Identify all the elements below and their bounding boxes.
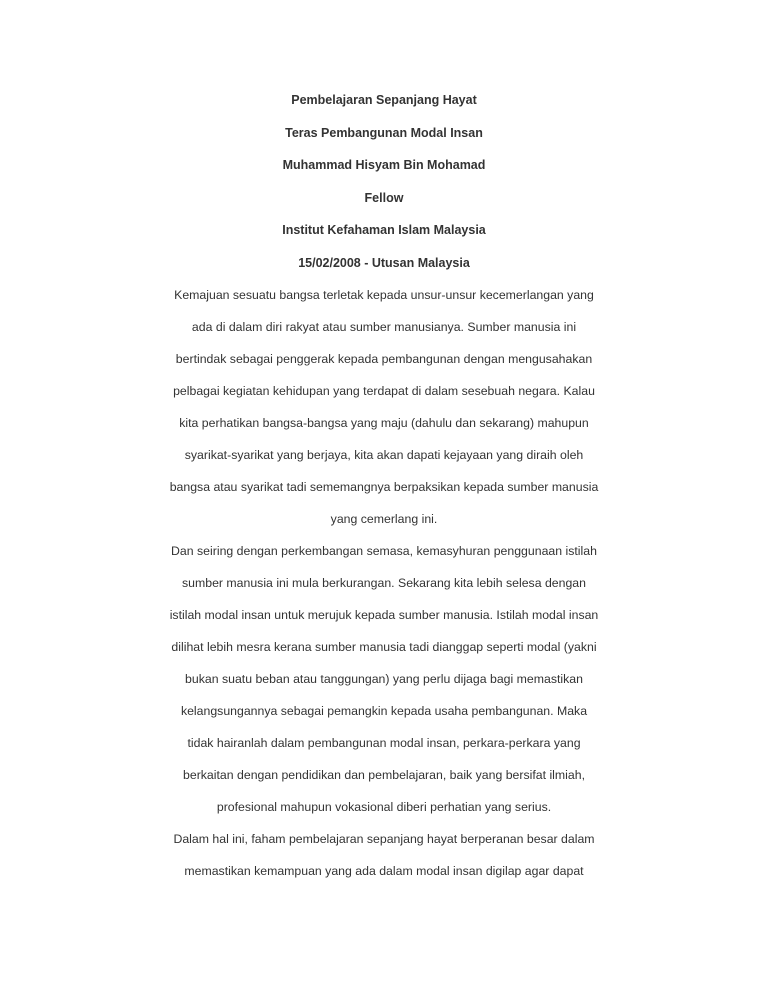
body-line: Kemajuan sesuatu bangsa terletak kepada unsur-unsur kecemerlangan yang <box>174 288 594 302</box>
body-line: berkaitan dengan pendidikan dan pembelajaran, baik yang bersifat ilmiah, <box>183 768 585 782</box>
body-line: Dalam hal ini, faham pembelajaran sepanjang hayat berperanan besar dalam <box>173 832 595 846</box>
body-line: pelbagai kegiatan kehidupan yang terdapat di dalam sesebuah negara. Kalau <box>173 384 595 398</box>
body-line: ada di dalam diri rakyat atau sumber manusianya. Sumber manusia ini <box>191 320 577 334</box>
body-line: dilihat lebih mesra kerana sumber manusia tadi dianggap seperti modal (yakni <box>171 640 597 654</box>
body-line: istilah modal insan untuk merujuk kepada sumber manusia. Istilah modal insan <box>169 608 599 622</box>
body-line: profesional mahupun vokasional diberi perhatian yang serius. <box>216 800 552 814</box>
body-line: kita perhatikan bangsa-bangsa yang maju (dahulu dan sekarang) mahupun <box>179 416 589 430</box>
publication-date-source: 15/02/2008 - Utusan Malaysia <box>298 255 470 270</box>
article-subtitle: Teras Pembangunan Modal Insan <box>285 125 483 140</box>
body-line: syarikat-syarikat yang berjaya, kita akan dapati kejayaan yang diraih oleh <box>184 448 584 462</box>
body-line: kelangsungannya sebagai pemangkin kepada usaha pembangunan. Maka <box>180 704 588 718</box>
author-institution: Institut Kefahaman Islam Malaysia <box>282 223 486 237</box>
author-position: Fellow <box>364 190 404 205</box>
body-line: Dan seiring dengan perkembangan semasa, kemasyhuran penggunaan istilah <box>171 544 597 558</box>
body-line: memastikan kemampuan yang ada dalam modal insan digilap agar dapat <box>184 864 584 878</box>
body-line: yang cemerlang ini. <box>330 512 438 526</box>
article-title: Pembelajaran Sepanjang Hayat <box>291 93 477 107</box>
author-name: Muhammad Hisyam Bin Mohamad <box>282 158 486 172</box>
body-line: tidak hairanlah dalam pembangunan modal insan, perkara-perkara yang <box>187 736 581 750</box>
body-line: sumber manusia ini mula berkurangan. Sekarang kita lebih selesa dengan <box>182 576 586 590</box>
body-line: bukan suatu beban atau tanggungan) yang perlu dijaga bagi memastikan <box>185 672 583 686</box>
body-line: bangsa atau syarikat tadi sememangnya berpaksikan kepada sumber manusia <box>169 480 599 494</box>
document-text <box>150 90 618 893</box>
body-line: bertindak sebagai penggerak kepada pembangunan dengan mengusahakan <box>175 352 593 366</box>
